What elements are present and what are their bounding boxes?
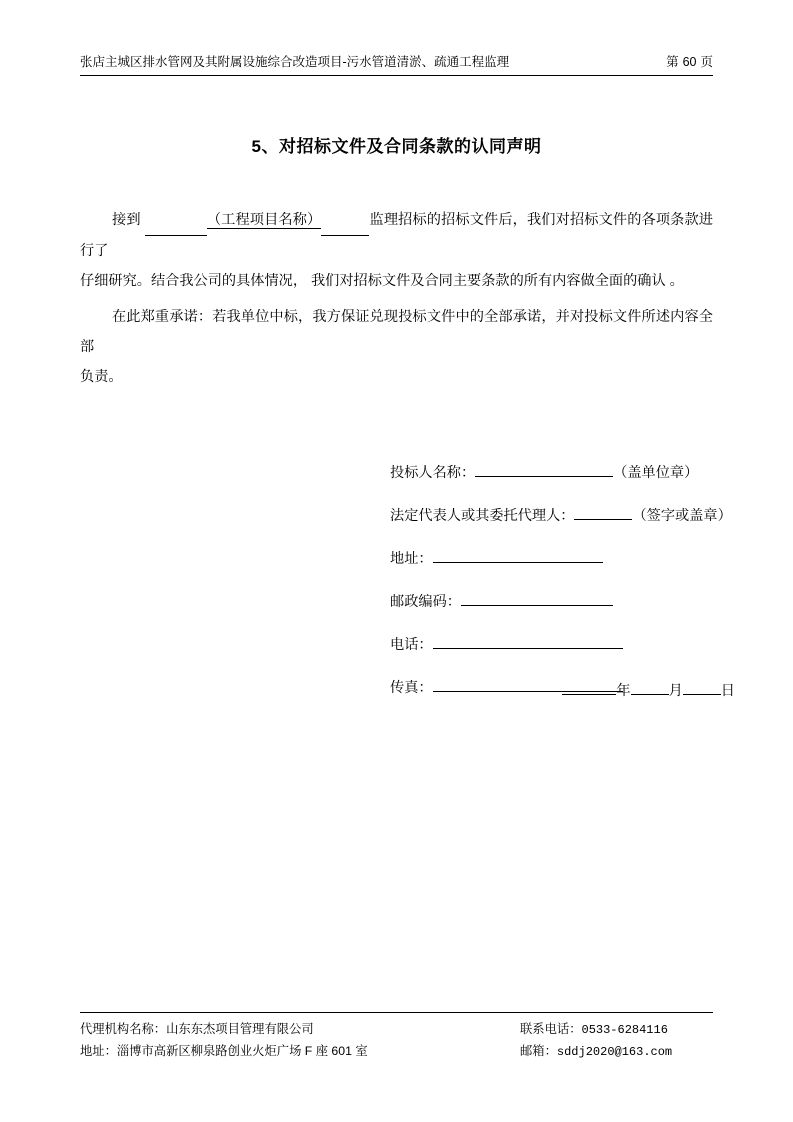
header-page-indicator [666, 52, 713, 70]
footer-row-address [80, 1041, 713, 1063]
bidder-name-label: 投标人名称： [390, 465, 476, 481]
footer-divider [80, 1012, 713, 1013]
footer-phone [520, 1019, 713, 1041]
footer-email-label: 邮箱： [520, 1044, 557, 1058]
paragraph-one-part-c: 监理招标的招标文件后，我们对招标文件的各项条款进行了 [80, 212, 713, 259]
footer-address-label: 地址： [80, 1044, 117, 1058]
paragraph-two: 在此郑重承诺：若我单位中标，我方保证兑现投标文件中的全部承诺，并对投标文件所述内容全部 [80, 309, 713, 355]
legal-representative-field[interactable] [574, 505, 632, 520]
footer-phone-value: 0533-6284116 [581, 1023, 668, 1037]
date-month-label: 月 [668, 683, 683, 699]
footer-email [520, 1041, 713, 1063]
date-day-label: 日 [720, 683, 735, 699]
project-name-blank-right [321, 205, 369, 236]
header-divider [80, 75, 713, 76]
page-footer [80, 1019, 713, 1063]
project-name-hint: （工程项目名称） [206, 212, 322, 228]
footer-address [80, 1041, 520, 1063]
phone-field[interactable] [433, 634, 623, 649]
page-title: 5、对招标文件及合同条款的认同声明 [251, 137, 542, 156]
footer-email-value: sddj2020@163.com [556, 1045, 673, 1059]
footer-phone-label: 联系电话： [520, 1022, 582, 1036]
footer-agency [80, 1019, 520, 1041]
project-name-blank-left [145, 205, 207, 236]
footer-agency-value: 山东东杰项目管理有限公司 [166, 1022, 314, 1036]
page-header [80, 52, 713, 70]
postcode-field[interactable] [461, 591, 613, 606]
document-body [80, 205, 713, 400]
fax-label: 传真： [390, 680, 433, 696]
legal-representative-label: 法定代表人或其委托代理人： [390, 508, 575, 524]
address-label: 地址： [390, 551, 433, 567]
bidder-name-seal-note: （盖单位章） [613, 465, 699, 481]
footer-row-agency [80, 1019, 713, 1041]
date-row [390, 680, 735, 700]
postcode-row [390, 591, 735, 611]
phone-label: 电话： [390, 637, 433, 653]
postcode-label: 邮政编码： [390, 594, 461, 610]
bidder-name-field[interactable] [475, 462, 613, 477]
phone-row [390, 634, 735, 654]
date-day-field[interactable] [683, 680, 721, 695]
date-month-field[interactable] [631, 680, 669, 695]
header-page-prefix: 第 [666, 55, 679, 69]
bidder-name-row [390, 462, 735, 482]
legal-representative-row [390, 505, 735, 525]
date-year-label: 年 [616, 683, 631, 699]
paragraph-one-part-a: 接到 [112, 212, 141, 228]
paragraph-one [80, 205, 713, 266]
address-row [390, 548, 735, 568]
header-project-title: 张店主城区排水管网及其附属设施综合改造项目-污水管道清淤、疏通工程监理 [80, 55, 510, 69]
address-field[interactable] [433, 548, 603, 563]
footer-agency-label: 代理机构名称： [80, 1022, 167, 1036]
footer-address-value: 淄博市高新区柳泉路创业火炬广场 F 座 601 室 [116, 1044, 368, 1058]
date-year-field[interactable] [562, 680, 616, 695]
paragraph-one-continued: 仔细研究。结合我公司的具体情况， 我们对招标文件及合同主要条款的所有内容做全面的确认 。 [80, 273, 684, 289]
header-page-suffix: 页 [700, 55, 713, 69]
header-page-number: 60 [682, 55, 697, 69]
legal-representative-seal-note: （签字或盖章） [632, 508, 732, 524]
paragraph-two-continued: 负责。 [80, 369, 123, 385]
